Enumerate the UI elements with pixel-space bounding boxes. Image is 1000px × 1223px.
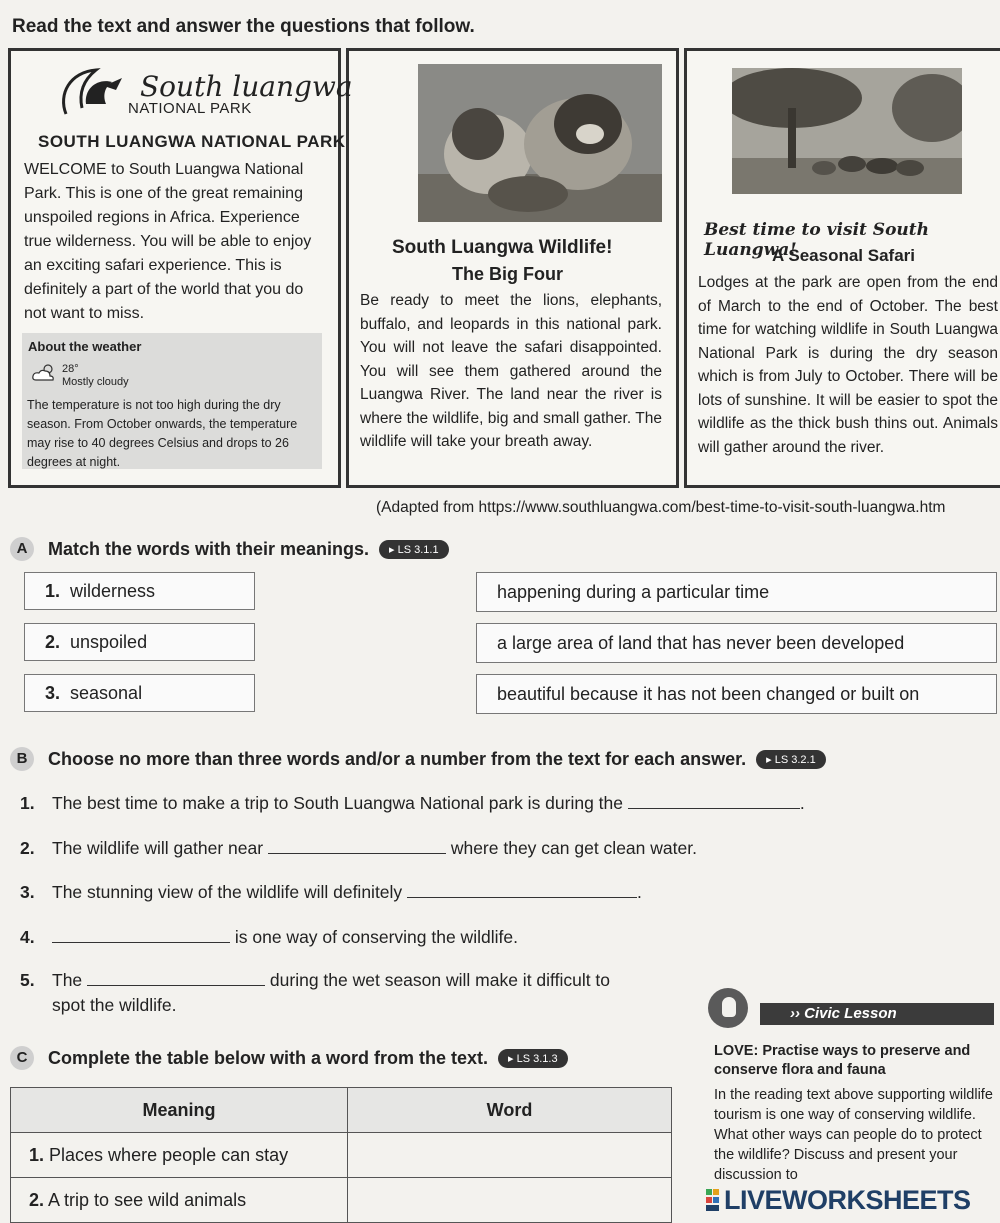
weather-title: About the weather [28, 339, 142, 354]
section-b-title: Choose no more than three words and/or a number from the text for each answer. [48, 748, 747, 769]
logo-script: South luangwa [140, 70, 353, 103]
question-b5 [20, 970, 610, 991]
park-welcome-text: WELCOME to South Luangwa National Park. This is one of the great remaining unspoiled regions in Africa. Experience true wilderness. You will be able to enjoy an exciting safari experience. This is definitely a part of the world that you do not want to miss. [24, 161, 312, 322]
weather-text: The temperature is not too high during the dry season. From October onwards, the temperature may rise to 40 degrees Celsius and drops to 26 degrees at night. [27, 398, 298, 469]
match-meaning-text: a large area of land that has never been developed [497, 632, 905, 653]
section-a-heading [10, 537, 449, 561]
match-meaning-2[interactable] [476, 623, 997, 663]
table-header-meaning: Meaning [11, 1088, 348, 1133]
table-header-row [11, 1088, 672, 1133]
question-text-end: . [637, 882, 642, 902]
lion-logo-icon [56, 64, 128, 122]
question-b2 [20, 838, 697, 859]
match-word-2[interactable] [24, 623, 255, 661]
match-meaning-text: happening during a particular time [497, 581, 770, 602]
question-text: The stunning view of the wildlife will definitely [52, 882, 403, 902]
answer-blank-b1[interactable] [628, 794, 800, 809]
question-b1 [20, 793, 805, 814]
table-cell-word-input[interactable] [348, 1178, 672, 1223]
match-word-1[interactable] [24, 572, 255, 610]
zebras-photo [732, 68, 962, 194]
section-c-letter: C [10, 1046, 34, 1070]
lightbulb-inner-icon [722, 997, 736, 1017]
answer-blank-b2[interactable] [268, 839, 446, 854]
weather-condition: Mostly cloudy [62, 376, 129, 388]
wildlife-title: South Luangwa Wildlife! [392, 237, 613, 258]
table-header-word: Word [348, 1088, 672, 1133]
question-b3 [20, 882, 642, 903]
park-title: SOUTH LUANGWA NATIONAL PARK [38, 132, 346, 151]
match-word-number: 3. [45, 682, 61, 703]
season-subtitle: A Seasonal Safari [772, 246, 915, 265]
section-c-heading [10, 1046, 568, 1070]
instruction: Read the text and answer the questions that follow. [12, 16, 475, 37]
question-text: The [52, 970, 83, 990]
answer-blank-b4[interactable] [52, 928, 230, 943]
civic-lesson-title: LOVE: Practise ways to preserve and conserve flora and fauna [714, 1043, 971, 1078]
question-number: 3. [20, 882, 35, 902]
cloud-sun-icon [30, 362, 58, 384]
match-word-text: wilderness [70, 580, 156, 601]
wildlife-subtitle: The Big Four [452, 264, 563, 284]
match-word-text: seasonal [70, 682, 143, 703]
civic-lesson-text: In the reading text above supporting wildlife tourism is one way of conserving wildlife. What other ways can people do to protect the wildlife? Discuss and present your discussion to [714, 1087, 993, 1183]
question-text-end: . [799, 793, 805, 813]
section-a-badge: ▸ LS 3.1.1 [379, 540, 449, 559]
civic-lesson-tag: ›› Civic Lesson [760, 1003, 994, 1025]
season-title: Best time to visit South Luangwa! [704, 220, 929, 260]
section-b-badge: ▸ LS 3.2.1 [756, 750, 826, 769]
row-number: 2. [29, 1189, 45, 1210]
match-word-number: 1. [45, 580, 61, 601]
question-text-end: is one way of conserving the wildlife. [234, 927, 518, 947]
match-meaning-text: beautiful because it has not been changed or built on [497, 683, 920, 704]
section-c-badge: ▸ LS 3.1.3 [498, 1049, 568, 1068]
match-meaning-3[interactable] [476, 674, 997, 714]
weather-temperature: 28° [62, 363, 79, 375]
table-row [11, 1133, 672, 1178]
question-b5-continued: spot the wildlife. [52, 995, 177, 1015]
section-c-title: Complete the table below with a word from the text. [48, 1047, 489, 1068]
match-word-3[interactable] [24, 674, 255, 712]
match-word-text: unspoiled [70, 631, 148, 652]
section-a-title: Match the words with their meanings. [48, 538, 370, 559]
section-a-letter: A [10, 537, 34, 561]
match-meaning-1[interactable] [476, 572, 997, 612]
question-number: 1. [20, 793, 35, 813]
question-b4 [20, 927, 518, 948]
answer-blank-b5[interactable] [87, 971, 265, 986]
question-text-end: where they can get clean water. [450, 838, 697, 858]
table-cell-word-input[interactable] [348, 1133, 672, 1178]
section-b-heading [10, 747, 826, 771]
question-text: The wildlife will gather near [52, 838, 264, 858]
table-cell-meaning [11, 1178, 348, 1223]
question-text: The best time to make a trip to South Luangwa National park is during the [52, 793, 624, 813]
match-word-number: 2. [45, 631, 61, 652]
row-number: 1. [29, 1144, 45, 1165]
logo-subtitle: NATIONAL PARK [128, 100, 252, 117]
table-cell-meaning [11, 1133, 348, 1178]
liveworksheets-brand[interactable]: LIVEWORKSHEETS [724, 1185, 971, 1215]
question-number: 2. [20, 838, 35, 858]
row-meaning: Places where people can stay [49, 1144, 289, 1165]
source-citation: (Adapted from https://www.southluangwa.com/best-time-to-visit-south-luangwa.htm [376, 499, 946, 516]
question-number: 4. [20, 927, 35, 947]
table-row [11, 1178, 672, 1223]
lions-photo [418, 64, 662, 222]
liveworksheets-logo-icon [706, 1189, 720, 1211]
season-text: Lodges at the park are open from the end of March to the end of October. The best time for watching wildlife in South Luangwa National Park is during the dry season which is from July to October. There will be lots of sunshine. It will be easier to spot the wildlife as the thick bush thins out. Animals will gather around the river. [698, 274, 998, 456]
word-table [10, 1087, 672, 1223]
row-meaning: A trip to see wild animals [48, 1189, 247, 1210]
answer-blank-b3[interactable] [407, 883, 637, 898]
question-number: 5. [20, 970, 35, 990]
question-text-end: during the wet season will make it difficult to [269, 970, 611, 990]
wildlife-text: Be ready to meet the lions, elephants, buffalo, and leopards in this national park. You will not leave the safari disappointed. You will see them gathered around the Luangwa River. The land near the river is where the wildlife, big and small gather. The wildlife will take your breath away. [360, 292, 662, 450]
section-b-letter: B [10, 747, 34, 771]
